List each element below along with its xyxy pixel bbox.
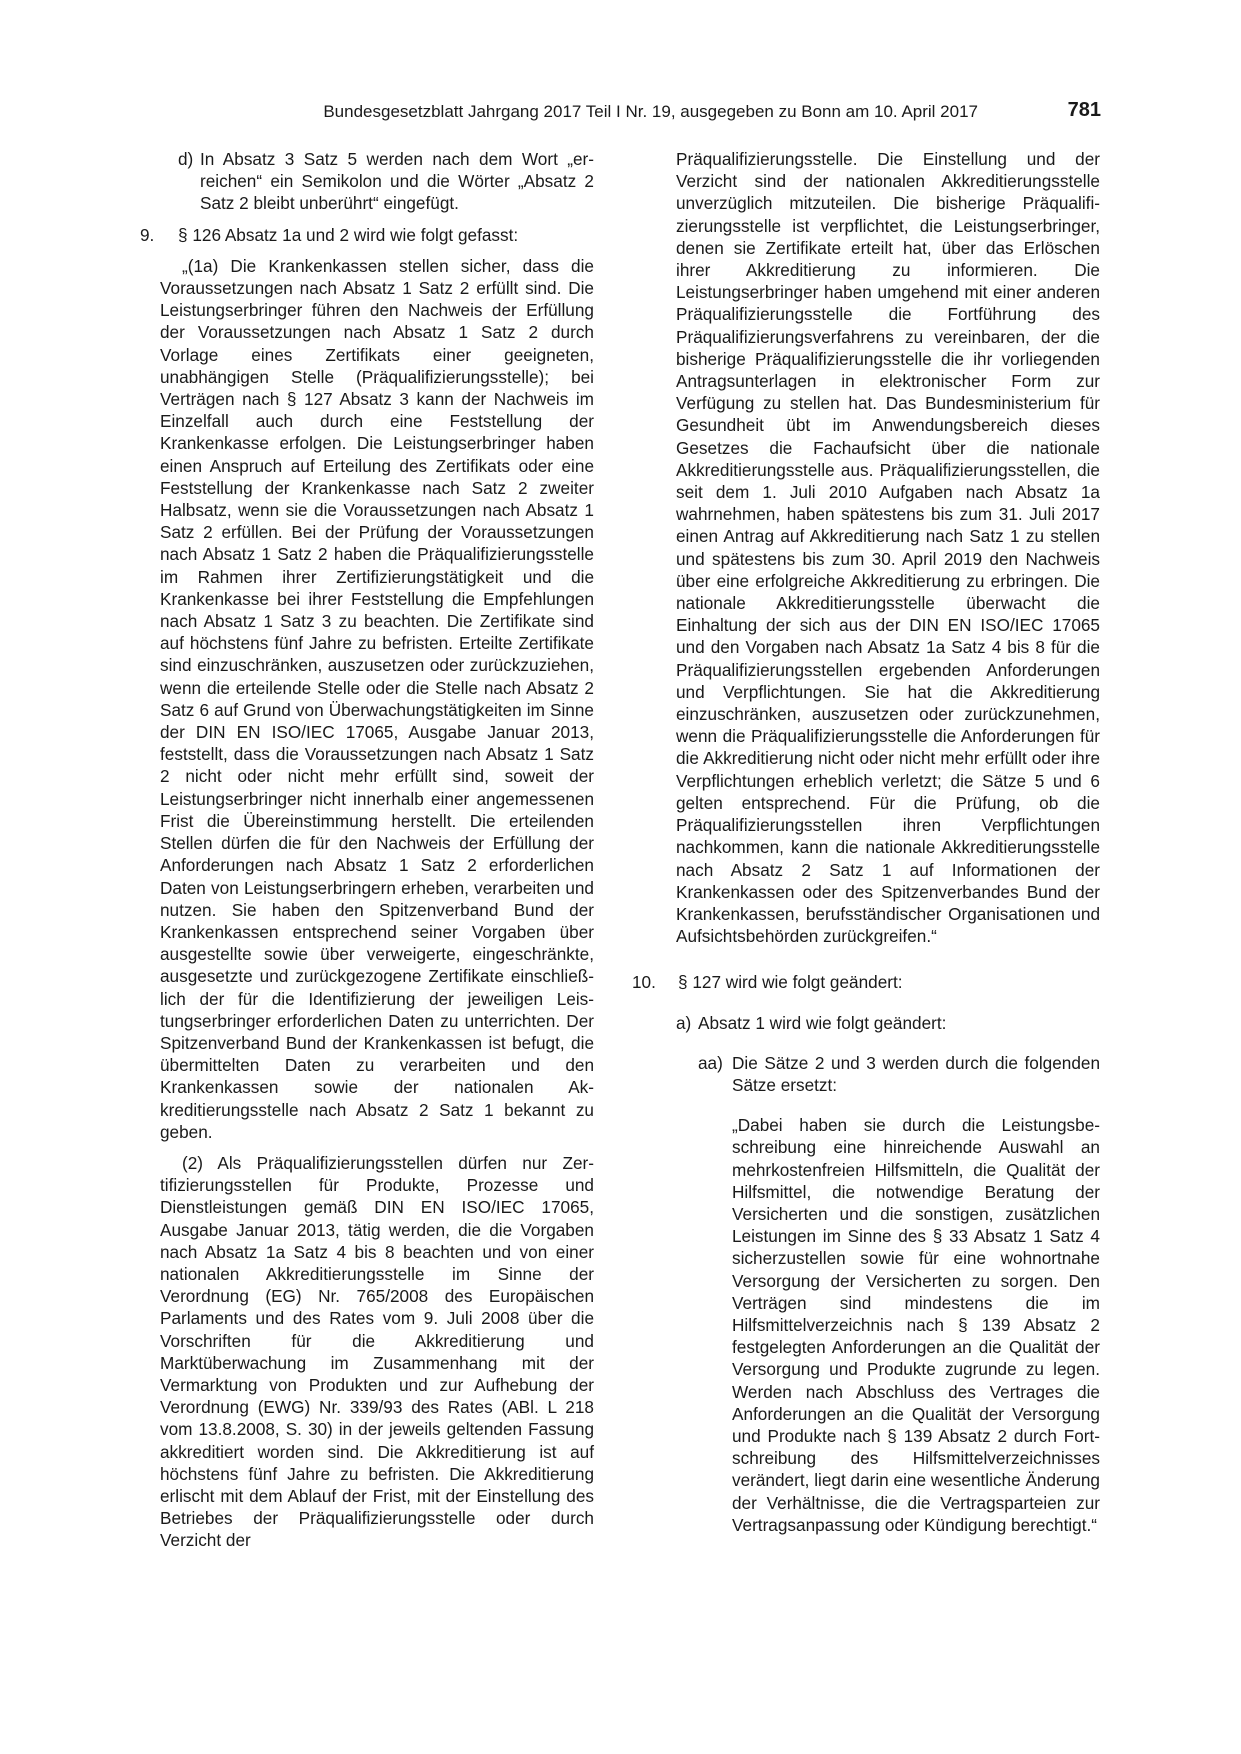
list-item-10	[632, 971, 1100, 993]
item-aa-label: aa)	[698, 1052, 723, 1073]
paragraph-1a	[160, 255, 594, 1143]
left-column	[140, 148, 594, 1552]
item-aa-text: Die Sätze 2 und 3 werden durch die folgenden Sätze ersetzt:	[732, 1052, 1100, 1095]
item-9-label: 9.	[140, 224, 155, 245]
paragraph-2-continuation: Präqualifizierungsstelle. Die Einstellung und der Verzicht sind der nationalen Akkreditierungsstelle unverzüglich mitzuteilen. Die bisherige Präqualifizierungsstelle ist verpflichtet, die Leistungserbringer, denen sie Zertifikate erteilt hat, über das Erlöschen ihrer Akkreditierung zu informieren. Die Leistungserbringer haben umgehend mit einer anderen Präqualifizierungsstelle die Fortführung des Präqualifizierungsverfahrens zu vereinbaren, der die bisherige Präqualifizierungsstelle die ihr vorliegenden Antragsunterlagen in elektronischer Form zur Verfügung zu stellen hat. Das Bundesministerium für Gesundheit übt im Anwendungsbereich dieses Gesetzes die Fachaufsicht über die nationale Akkreditierungsstelle aus. Präqualifizierungsstellen, die seit dem 1. Juli 2010 Aufgaben nach Absatz 1a wahrnehmen, haben spätestens bis zum 31. Juli 2017 einen Antrag auf Akkreditierung nach Satz 1 zu stellen und spätestens bis zum 30. April 2019 den Nachweis über eine erfolgreiche Akkreditierung zu erbringen. Die nationale Akkreditierungsstelle überwacht die Einhaltung der sich aus der DIN EN ISO/IEC 17065 und den Vorgaben nach Absatz 1a Satz 4 bis 8 für die Präqualifizierungsstellen ergebenden Anforderungen und Verpflichtungen. Sie hat die Akkreditierung einzuschränken, auszusetzen oder zurückzunehmen, wenn die Präqualifizierungsstelle die Anforderungen für die Akkreditierung nicht oder nicht mehr erfüllt oder ihre Verpflichtungen erheblich verletzt; die Sätze 5 und 6 gelten entsprechend. Für die Prüfung, ob die Präqualifizierungsstellen ihren Verpflichtungen nachkommen, kann die nationale Akkreditierungsstelle nach Absatz 2 Satz 1 auf Informationen der Krankenkassen oder des Spitzenverbandes Bund der Krankenkassen, berufsständischer Organisationen und Aufsichtsbehörden zurückgreifen.“	[676, 149, 1100, 947]
item-10-label: 10.	[632, 972, 656, 993]
paragraph-2-text: (2) Als Präqualifizierungsstellen dürfen nur Zertifizierungsstellen für Produkte, Prozesse und Dienstleistungen gemäß DIN EN ISO/IEC 17065, Ausgabe Januar 2013, tätig werden, die die Vorgaben nach Absatz 1a Satz 4 bis 8 beachten und von einer nationalen Akkreditierungsstelle im Sinne der Verordnung (EG) Nr. 765/2008 des Europäischen Parlaments und des Rates vom 9. Juli 2008 über die Vorschriften für die Akkreditierung und Marktüberwachung im Zusammenhang mit der Vermarktung von Produkten und zur Aufhebung der Verordnung (EWG) Nr. 339/93 des Rates (ABl. L 218 vom 13.8.2008, S. 30) in der jeweils geltenden Fassung akkreditiert worden sind. Die Akkreditierung ist auf höchstens fünf Jahre zu befristen. Die Akkreditierung erlischt mit dem Ablauf der Frist, mit der Einstellung des Betriebes der Präqualifizierungsstelle oder durch Verzicht der	[160, 1152, 594, 1551]
list-item-9	[140, 224, 594, 246]
page-header	[150, 100, 1101, 130]
paragraph-1a-text: „(1a) Die Krankenkassen stellen sicher, dass die Voraussetzungen nach Absatz 1 Satz 2 erfüllt sind. Die Leistungserbringer führen den Nachweis der Erfüllung der Voraussetzungen nach Absatz 1 Satz 2 durch Vorlage eines Zertifikats einer geeigneten, unabhängigen Stelle (Präqualifizierungsstelle); bei Verträgen nach § 127 Absatz 3 kann der Nachweis im Einzelfall auch durch eine Feststellung der Krankenkasse erfolgen. Die Leistungserbringer haben einen Anspruch auf Erteilung des Zertifikats oder eine Feststellung der Krankenkasse nach Satz 2 zweiter Halbsatz, wenn sie die Voraussetzungen nach Absatz 1 Satz 2 erfüllen. Bei der Prüfung der Voraussetzungen nach Absatz 1 Satz 2 haben die Präqualifizierungsstelle im Rahmen ihrer Zertifizierungstätigkeit und die Krankenkasse bei ihrer Feststellung die Empfehlungen nach Absatz 1 Satz 3 zu beachten. Die Zertifikate sind auf höchstens fünf Jahre zu befristen. Erteilte Zertifikate sind einzuschränken, auszusetzen oder zurückzuziehen, wenn die erteilende Stelle oder die Stelle nach Absatz 2 Satz 6 auf Grund von Überwachungstätigkeiten im Sinne der DIN EN ISO/IEC 17065, Ausgabe Januar 2013, feststellt, dass die Voraussetzungen nach Absatz 1 Satz 2 nicht oder nicht mehr erfüllt sind, soweit der Leistungserbringer nicht innerhalb einer angemessenen Frist die Übereinstimmung herstellt. Die erteilenden Stellen dürfen die für den Nachweis der Erfüllung der Anforderungen nach Absatz 1 Satz 2 erforderlichen Daten von Leistungserbringern erheben, verarbeiten und nutzen. Sie haben den Spitzenverband Bund der Krankenkassen entsprechend seiner Vorgaben über ausgestellte sowie über verweigerte, eingeschränkte, ausgesetzte und zurückgezogene Zertifikate einschließlich der für die Identifizierung der jeweiligen Leistungserbringer erforderlichen Daten zu unterrichten. Der Spitzenverband Bund der Krankenkassen ist befugt, die übermittelten Daten zu verarbeiten und den Krankenkassen sowie der nationalen Akkreditierungsstelle nach Absatz 2 Satz 1 bekannt zu geben.	[160, 255, 594, 1142]
paragraph-2	[160, 1152, 594, 1552]
item-a-text: Absatz 1 wird wie folgt geändert:	[698, 1012, 947, 1033]
right-column	[632, 148, 1100, 1536]
page-number: 781	[1067, 99, 1101, 121]
header-title: Bundesgesetzblatt Jahrgang 2017 Teil I Nr. 19, ausgegeben zu Bonn am 10. April 2017	[323, 102, 978, 121]
item-10-text: § 127 wird wie folgt geändert:	[678, 972, 903, 993]
item-d-text: In Absatz 3 Satz 5 werden nach dem Wort „erreichen“ ein Semikolon und die Wörter „Absatz 2 Satz 2 bleibt unberührt“ eingefügt.	[200, 149, 594, 214]
list-item-aa	[676, 1052, 1100, 1096]
list-item-d	[160, 148, 594, 215]
item-a-label: a)	[676, 1012, 692, 1033]
item-d-label: d)	[178, 149, 194, 169]
item-9-text: § 126 Absatz 1a und 2 wird wie folgt gefasst:	[178, 224, 519, 245]
quoted-sentences	[676, 1114, 1100, 1536]
list-item-a	[676, 1012, 1100, 1034]
quoted-sentences-text: „Dabei haben sie durch die Leistungsbeschreibung eine hinreichende Auswahl an mehrkostenfreien Hilfsmitteln, die Qualität der Hilfsmittel, die notwendige Beratung der Versicherten und die sonstigen, zusätzlichen Leistungen im Sinne des § 33 Absatz 1 Satz 4 sicherzustellen sowie für eine wohnortnahe Versorgung der Versicherten zu sorgen. Den Verträgen sind mindestens die im Hilfsmittelverzeichnis nach § 139 Absatz 2 festgelegten Anforderungen an die Qualität der Versorgung und Produkte zugrunde zu legen. Werden nach Abschluss des Vertrages die Anforderungen an die Qualität der Versorgung und Produkte nach § 139 Absatz 2 durch Fortschreibung des Hilfsmittelverzeichnisses verändert, liegt darin eine wesentliche Änderung der Verhältnisse, die die Vertragsparteien zur Vertragsanpassung oder Kündigung berechtigt.“	[732, 1115, 1100, 1535]
